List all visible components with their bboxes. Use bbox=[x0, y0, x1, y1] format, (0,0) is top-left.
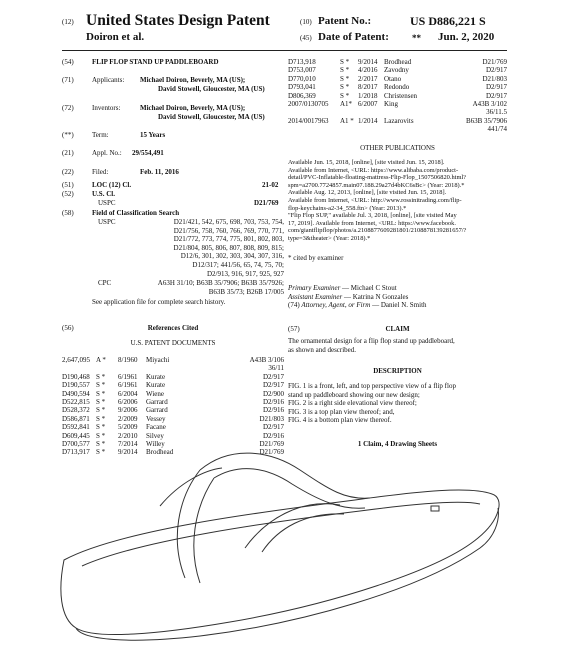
board-outline bbox=[61, 490, 499, 635]
ref-date: 2/2017 bbox=[358, 74, 378, 83]
code-52: (52) bbox=[62, 190, 74, 198]
ref-class: D2/916 bbox=[263, 406, 284, 415]
field-search-line: D21/772, 773, 774, 775, 801, 802, 803, bbox=[173, 235, 284, 244]
assistant-examiner: — Katrina N Gonzales bbox=[344, 292, 409, 301]
ref-date: 6/1961 bbox=[118, 372, 138, 381]
ref-number: D753,007 bbox=[288, 66, 316, 75]
ref-name: Brodhead bbox=[384, 58, 412, 66]
ref-class: D2/900 bbox=[263, 389, 284, 398]
publication-line: spm=a2700.7724857.main07.188.29a27d4bKC6sBc> (Year: 2018).* bbox=[288, 181, 465, 189]
ref-class: A43B 3/106 bbox=[249, 356, 284, 364]
ref-kind: A1* bbox=[340, 99, 353, 108]
ref-kind: A * bbox=[96, 356, 106, 364]
ref-class: B63B 35/7906 bbox=[465, 116, 507, 125]
field-search-line: D21/756, 758, 760, 766, 769, 770, 771, bbox=[173, 226, 284, 235]
field-search-label: Field of Classification Search bbox=[92, 209, 180, 217]
ref-number: D528,372 bbox=[62, 406, 90, 415]
inventor-2: David Stowell, Gloucester, MA (US) bbox=[158, 113, 265, 121]
ref-class: D2/917 bbox=[486, 66, 507, 75]
ref-date: 8/2017 bbox=[358, 83, 378, 92]
ref-kind: S * bbox=[96, 439, 106, 448]
patent-no-label: Patent No.: bbox=[318, 15, 372, 27]
strap-post-right bbox=[160, 468, 222, 506]
ref-class: D2/916 bbox=[263, 397, 284, 406]
ref-date: 6/2004 bbox=[118, 389, 138, 398]
ref-number: D713,917 bbox=[62, 448, 90, 457]
other-publications-title: OTHER PUBLICATIONS bbox=[360, 144, 435, 152]
ref-name: Wiene bbox=[146, 389, 164, 398]
date-stars: ** bbox=[412, 33, 421, 43]
ref-name: Garrard bbox=[146, 406, 168, 415]
inventor-1: Michael Doiron, Beverly, MA (US); bbox=[140, 104, 246, 112]
us-patent-docs-title: U.S. PATENT DOCUMENTS bbox=[130, 339, 216, 347]
strap-post-left-inner bbox=[194, 478, 214, 583]
attorney-label: Attorney, Agent, or Firm bbox=[301, 301, 371, 310]
code-22: (22) bbox=[62, 168, 74, 176]
ref-kind: S * bbox=[96, 381, 106, 390]
ref-kind: S * bbox=[340, 66, 350, 75]
publication-line: "Flip Flop SUP," available Jul. 3, 2018, [online], [site visited May bbox=[288, 212, 457, 220]
publication-line: flop-keychains-a2-34_558.ftn> (Year: 2013).* bbox=[288, 204, 407, 212]
ref-class: 441/74 bbox=[487, 125, 507, 134]
uspc-label: USPC bbox=[98, 199, 116, 207]
ref-date: 1/2018 bbox=[358, 91, 378, 100]
ref-date: 9/2006 bbox=[118, 406, 138, 415]
cited-by-examiner: * cited by examiner bbox=[288, 254, 344, 262]
ref-name: Zavodny bbox=[384, 66, 409, 75]
ref-class: D21/769 bbox=[259, 439, 284, 448]
ref-date: 6/2007 bbox=[358, 99, 378, 108]
ref-number: 2007/0130705 bbox=[288, 99, 329, 108]
ref-name: Kurate bbox=[146, 372, 166, 381]
claim-line: as shown and described. bbox=[288, 345, 357, 354]
cpc-label: CPC bbox=[98, 279, 112, 287]
ref-number: D490,594 bbox=[62, 389, 90, 398]
ref-number: D609,445 bbox=[62, 431, 90, 440]
ref-name: Christensen bbox=[384, 91, 418, 100]
ref-kind: S * bbox=[96, 423, 106, 432]
publication-line: Available Jun. 15, 2018, [online], [site visited Jun. 15, 2018]. bbox=[288, 159, 445, 166]
ref-date: 8/1960 bbox=[118, 356, 138, 364]
filed-label: Filed: bbox=[92, 168, 109, 176]
field-search-line: D12/6, 301, 302, 303, 304, 307, 316, bbox=[180, 252, 284, 261]
field-search-line: D2/913, 916, 917, 925, 927 bbox=[207, 269, 284, 278]
claims-drawings-count: 1 Claim, 4 Drawing Sheets bbox=[357, 440, 438, 448]
publication-line: Available from Internet, <URL: http://www.rossinitrading.com/flip- bbox=[288, 196, 462, 204]
code-54: (54) bbox=[62, 58, 74, 66]
code-51: (51) bbox=[62, 181, 74, 189]
description-line: FIG. 2 is a right side elevational view thereof; bbox=[288, 399, 417, 408]
ref-number: D793,041 bbox=[288, 83, 316, 92]
ref-name: Silvey bbox=[146, 431, 164, 440]
code-term: (**) bbox=[62, 131, 74, 139]
inventors-short: Doiron et al. bbox=[86, 31, 145, 43]
search-history-note: See application file for complete search history. bbox=[92, 298, 226, 306]
ref-date: 7/2014 bbox=[118, 439, 138, 448]
claim-line: The ornamental design for a flip flop stand up paddleboard, bbox=[288, 337, 455, 345]
ref-number: D770,010 bbox=[288, 74, 316, 83]
ref-kind: A1 * bbox=[340, 116, 354, 125]
ref-name: Brodhead bbox=[146, 448, 174, 457]
applicant-2: David Stowell, Gloucester, MA (US) bbox=[158, 85, 265, 93]
code-57: (57) bbox=[288, 325, 300, 333]
term-label: Term: bbox=[92, 131, 109, 139]
loc-value: 21-02 bbox=[262, 181, 279, 189]
ref-class: D2/917 bbox=[486, 91, 507, 100]
ref-date: 6/2006 bbox=[118, 397, 138, 406]
applicant-1: Michael Doiron, Beverly, MA (US); bbox=[140, 76, 246, 84]
ref-kind: S * bbox=[96, 389, 106, 398]
ref-name: Facane bbox=[146, 423, 166, 432]
uspc-value: D21/769 bbox=[254, 199, 279, 207]
attorney: — Daniel N. Smith bbox=[372, 301, 427, 310]
strap-arch-outer bbox=[200, 453, 370, 498]
strap-arch-inner bbox=[214, 469, 365, 509]
ref-kind: S * bbox=[96, 372, 106, 381]
ref-name: King bbox=[384, 99, 398, 108]
publication-line: Available from Internet, <URL: https://www.alibaba.com/product- bbox=[288, 166, 459, 174]
ref-date: 4/2016 bbox=[358, 66, 378, 75]
ref-kind: S * bbox=[96, 448, 106, 457]
date-label: Date of Patent: bbox=[318, 31, 389, 43]
ref-class: D2/917 bbox=[263, 381, 284, 390]
description-line: FIG. 3 is a top plan view thereof; and, bbox=[288, 407, 395, 416]
description-line: stand up paddleboard showing our new design; bbox=[288, 390, 420, 399]
patent-type-title: United States Design Patent bbox=[86, 12, 270, 29]
board-tab bbox=[431, 506, 439, 511]
ref-name: Redondo bbox=[384, 83, 410, 92]
ref-number: D713,918 bbox=[288, 58, 316, 66]
ref-class: D21/769 bbox=[259, 448, 284, 457]
appl-no-value: 29/554,491 bbox=[132, 149, 164, 157]
references-title: References Cited bbox=[147, 324, 199, 332]
ref-name: Garrard bbox=[146, 397, 168, 406]
ref-class: D21/769 bbox=[482, 58, 507, 66]
assistant-examiner-label: Assistant Examiner bbox=[288, 292, 343, 301]
applicants-label: Applicants: bbox=[92, 76, 125, 84]
field-search-line: D12/317; 441/56, 65, 74, 75, 70; bbox=[192, 260, 284, 269]
publication-line: com/giantflipflop/photos/a.2108877609281801/2108878139281657/? bbox=[288, 227, 467, 235]
ref-class: D2/917 bbox=[263, 372, 284, 381]
field-search-line: D21/421, 542, 675, 698, 703, 753, 754, bbox=[173, 218, 284, 226]
ref-class: A43B 3/102 bbox=[472, 99, 507, 108]
code-45: (45) bbox=[300, 34, 312, 42]
ref-number: D806,369 bbox=[288, 91, 316, 100]
ref-date: 2/2009 bbox=[118, 414, 138, 423]
code-58: (58) bbox=[62, 209, 74, 217]
description-title: DESCRIPTION bbox=[373, 367, 422, 375]
ref-name: Vessey bbox=[146, 414, 166, 423]
ref-kind: S * bbox=[96, 397, 106, 406]
ref-kind: S * bbox=[340, 58, 350, 66]
ref-date: 1/2014 bbox=[358, 116, 378, 125]
term-value: 15 Years bbox=[140, 131, 166, 139]
ref-kind: S * bbox=[96, 414, 106, 423]
ref-date: 9/2014 bbox=[358, 58, 378, 66]
description-line: FIG. 1 is a front, left, and top perspective view of a flip flop bbox=[288, 382, 456, 390]
ref-name: Willey bbox=[146, 439, 165, 448]
us-cl-label: U.S. Cl. bbox=[92, 190, 115, 198]
cpc-line: B63B 35/73; B26B 17/005 bbox=[208, 287, 284, 296]
patent-date: Jun. 2, 2020 bbox=[438, 31, 495, 43]
code-10: (10) bbox=[300, 18, 312, 26]
ref-kind: S * bbox=[340, 83, 350, 92]
ref-number: D190,557 bbox=[62, 381, 90, 390]
code-56: (56) bbox=[62, 324, 74, 332]
ref-class: 36/11.5 bbox=[486, 108, 507, 117]
appl-no-label: Appl. No.: bbox=[92, 149, 122, 157]
code-21: (21) bbox=[62, 149, 74, 157]
claim-title: CLAIM bbox=[385, 325, 410, 333]
ref-date: 5/2009 bbox=[118, 423, 138, 432]
ref-number: 2,647,095 bbox=[62, 356, 90, 364]
ref-name: Otano bbox=[384, 74, 402, 83]
primary-examiner: — Michael C Stout bbox=[342, 284, 397, 292]
inventors-label: Inventors: bbox=[92, 104, 121, 112]
ref-class: 36/11 bbox=[268, 364, 284, 373]
ref-number: D522,815 bbox=[62, 397, 90, 406]
publication-line: 17, 2019]. Available from Internet, <URL: https://www.facebook. bbox=[288, 219, 456, 227]
ref-kind: S * bbox=[340, 91, 350, 100]
ref-date: 9/2014 bbox=[118, 448, 138, 457]
primary-examiner-label: Primary Examiner bbox=[288, 284, 341, 292]
code-72: (72) bbox=[62, 104, 74, 112]
field-search-line: D21/804, 805, 806, 807, 808, 809, 815; bbox=[173, 243, 284, 252]
ref-kind: S * bbox=[340, 74, 350, 83]
publication-line: type=3&theater> (Year: 2018).* bbox=[288, 234, 371, 242]
publication-line: Available Aug. 12, 2013, [online], [site visited Jun. 15, 2018]. bbox=[288, 189, 447, 197]
design-title: FLIP FLOP STAND UP PADDLEBOARD bbox=[92, 58, 219, 66]
cpc-line: A63H 31/10; B63B 35/7906; B63B 35/7926; bbox=[157, 279, 284, 287]
ref-number: 2014/0017963 bbox=[288, 116, 329, 125]
ref-number: D586,871 bbox=[62, 414, 90, 423]
ref-name: Kurate bbox=[146, 381, 166, 390]
ref-number: D592,841 bbox=[62, 423, 90, 432]
ref-class: D2/916 bbox=[263, 431, 284, 440]
ref-kind: S * bbox=[96, 431, 106, 440]
filed-value: Feb. 11, 2016 bbox=[140, 168, 179, 176]
patent-number: US D886,221 S bbox=[410, 14, 486, 28]
ref-class: D21/803 bbox=[259, 414, 284, 423]
ref-class: D21/803 bbox=[482, 74, 507, 83]
ref-date: 2/2010 bbox=[118, 431, 138, 440]
ref-date: 6/1961 bbox=[118, 381, 138, 390]
ref-class: D2/917 bbox=[263, 423, 284, 432]
ref-name: Lazarovits bbox=[384, 116, 414, 125]
field-search-uspc: USPC bbox=[98, 218, 116, 226]
ref-class: D2/917 bbox=[486, 83, 507, 92]
strap-cross bbox=[245, 504, 340, 548]
ref-number: D190,468 bbox=[62, 372, 90, 381]
ref-name: Miyachi bbox=[146, 356, 170, 364]
ref-kind: S * bbox=[96, 406, 106, 415]
ref-number: D700,577 bbox=[62, 439, 90, 448]
code-12: (12) bbox=[62, 18, 74, 26]
publication-line: detail/PVC-Inflatable-floating-mattress-Flip-Flop_1507506820.html? bbox=[288, 174, 467, 182]
code-74: (74) bbox=[288, 301, 300, 310]
description-line: FIG. 4 is a bottom plan view thereof. bbox=[288, 416, 392, 425]
code-71: (71) bbox=[62, 76, 74, 84]
loc-label: LOC (12) Cl. bbox=[92, 181, 132, 189]
